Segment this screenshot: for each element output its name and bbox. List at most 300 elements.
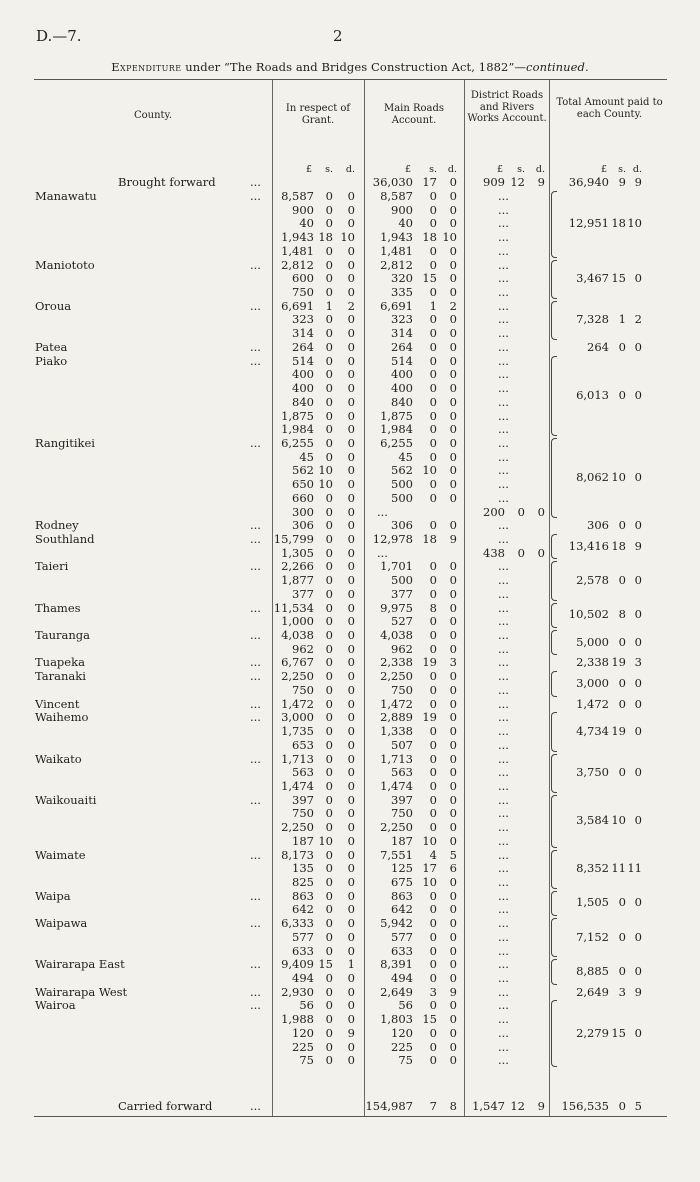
district-roads-amount: 0: [537, 545, 545, 560]
main-roads-amount: 0: [429, 202, 437, 217]
main-roads-amount: 0: [429, 422, 437, 437]
main-roads-amount: 306: [391, 518, 413, 533]
grant-amount: 8,173: [281, 847, 314, 862]
county-total-amount: 1,472: [576, 696, 609, 711]
leader-dots: ...: [498, 998, 509, 1013]
county-name: Vincent: [35, 696, 80, 711]
county-name: Tuapeka: [35, 655, 85, 670]
leader-dots: ...: [498, 298, 509, 313]
main-roads-amount: 0: [449, 586, 457, 601]
county-total-amount: 6,013: [576, 387, 609, 402]
grant-amount: 0: [347, 765, 355, 780]
grant-amount: 1,713: [281, 751, 314, 766]
grant-amount: 0: [325, 820, 333, 835]
main-roads-amount: 0: [429, 998, 437, 1013]
leader-dots: ...: [498, 682, 509, 697]
leader-dots: ...: [498, 902, 509, 917]
main-roads-amount: 642: [391, 902, 413, 917]
grant-amount: 225: [292, 1039, 314, 1054]
grant-amount: 187: [292, 833, 314, 848]
grant-amount: 0: [325, 710, 333, 725]
county-total-amount: 0: [618, 964, 626, 979]
main-roads-amount: 0: [429, 778, 437, 793]
grant-amount: 0: [347, 367, 355, 382]
grant-amount: 0: [347, 929, 355, 944]
leader-dots: ...: [250, 532, 261, 546]
main-roads-amount: 0: [429, 820, 437, 835]
main-roads-amount: 5: [449, 847, 457, 862]
group-brace: [551, 850, 557, 889]
grant-amount: 0: [347, 751, 355, 766]
main-roads-amount: 0: [449, 641, 457, 656]
county-total-amount: 18: [611, 538, 626, 553]
leader-dots: ...: [498, 1053, 509, 1068]
currency-symbol: s.: [618, 164, 626, 175]
county-total-amount: 0: [634, 1025, 642, 1040]
leader-dots: ...: [498, 257, 509, 272]
main-roads-amount: 6,691: [380, 298, 413, 313]
leader-dots: ...: [250, 628, 261, 643]
main-roads-amount: 0: [449, 957, 457, 972]
county-total-amount: 19: [611, 723, 626, 738]
grant-amount: 1,735: [281, 724, 314, 739]
brought-forward-district: 12: [510, 175, 525, 189]
main-roads-amount: 0: [429, 957, 437, 972]
currency-symbol: £: [404, 164, 411, 175]
group-brace: [551, 191, 557, 258]
grant-amount: 900: [292, 202, 314, 217]
main-roads-amount: 0: [449, 339, 457, 354]
main-roads-amount: 0: [449, 600, 457, 615]
leader-dots: ...: [498, 861, 509, 876]
county-total-amount: 1,505: [576, 895, 609, 910]
leader-dots: ...: [498, 312, 509, 327]
main-roads-amount: 0: [429, 490, 437, 505]
main-roads-amount: 0: [429, 1039, 437, 1054]
leader-dots: ...: [377, 545, 388, 560]
county-total-amount: 0: [634, 387, 642, 402]
county-name: Manawatu: [35, 189, 97, 203]
group-brace: [551, 754, 557, 793]
leader-dots: ...: [498, 600, 509, 615]
grant-amount: 0: [325, 943, 333, 958]
leader-dots: ...: [498, 573, 509, 588]
grant-amount: 15,799: [273, 532, 314, 546]
leader-dots: ...: [250, 751, 261, 766]
district-roads-amount: 0: [517, 545, 525, 560]
county-name: Wairarapa East: [35, 957, 125, 972]
leader-dots: ...: [250, 998, 261, 1013]
leader-dots: ...: [498, 1025, 509, 1040]
leader-dots: ...: [498, 655, 509, 670]
grant-amount: 323: [292, 312, 314, 327]
grant-amount: 0: [325, 751, 333, 766]
main-roads-amount: 0: [449, 189, 457, 203]
grant-amount: 1,481: [281, 243, 314, 258]
county-total-amount: 0: [618, 929, 626, 944]
main-roads-amount: 17: [422, 861, 437, 876]
leader-dots: ...: [498, 189, 509, 203]
column-header-grant: In respect of Grant.: [285, 103, 351, 126]
main-roads-amount: 1,701: [380, 559, 413, 574]
leader-dots: ...: [250, 792, 261, 807]
brought-forward-total: 36,940: [568, 175, 609, 189]
grant-amount: 1,984: [281, 422, 314, 437]
carried-forward-district: 9: [537, 1099, 545, 1113]
main-roads-amount: 500: [391, 573, 413, 588]
grant-amount: 0: [325, 724, 333, 739]
county-total-amount: 12,951: [568, 216, 609, 231]
grant-amount: 563: [292, 765, 314, 780]
leader-dots: ...: [498, 381, 509, 396]
grant-amount: 40: [299, 216, 314, 231]
county-total-amount: 8,062: [576, 470, 609, 485]
leader-dots: ...: [250, 518, 261, 533]
main-roads-amount: 0: [449, 573, 457, 588]
county-total-amount: 2,649: [576, 984, 609, 999]
main-roads-amount: 0: [449, 422, 457, 437]
county-name: Waipa: [35, 888, 71, 903]
main-roads-amount: 0: [429, 888, 437, 903]
brought-forward-total: 9: [634, 175, 642, 189]
group-brace: [551, 1000, 557, 1067]
grant-amount: 1,875: [281, 408, 314, 423]
grant-amount: 0: [347, 1039, 355, 1054]
grant-amount: 840: [292, 394, 314, 409]
grant-amount: 0: [325, 353, 333, 368]
county-total-amount: 10: [611, 813, 626, 828]
group-brace: [551, 301, 557, 340]
table-top-rule: [34, 79, 667, 80]
county-total-amount: 0: [618, 339, 626, 354]
grant-amount: 0: [347, 1053, 355, 1068]
main-roads-amount: 0: [429, 518, 437, 533]
grant-amount: 397: [292, 792, 314, 807]
main-roads-amount: 0: [449, 1025, 457, 1040]
grant-amount: 0: [325, 285, 333, 300]
leader-dots: ...: [498, 1039, 509, 1054]
main-roads-amount: 0: [449, 257, 457, 272]
main-roads-amount: 7,551: [380, 847, 413, 862]
table-bottom-rule: [34, 1116, 667, 1117]
leader-dots: ...: [498, 929, 509, 944]
group-brace: [551, 712, 557, 751]
leader-dots: ...: [498, 216, 509, 231]
main-roads-amount: 314: [391, 326, 413, 341]
main-roads-amount: 0: [429, 806, 437, 821]
grant-amount: 0: [325, 271, 333, 286]
main-roads-amount: 0: [429, 285, 437, 300]
county-total-amount: 11: [627, 861, 642, 876]
grant-amount: 377: [292, 586, 314, 601]
leader-dots: ...: [250, 175, 261, 189]
county-total-amount: 5,000: [576, 634, 609, 649]
main-roads-amount: 2,338: [380, 655, 413, 670]
main-roads-amount: 0: [429, 257, 437, 272]
main-roads-amount: 0: [449, 202, 457, 217]
grant-amount: 45: [299, 449, 314, 464]
main-roads-amount: 0: [429, 1025, 437, 1040]
grant-amount: 300: [292, 504, 314, 519]
main-roads-amount: 0: [449, 998, 457, 1013]
grant-amount: 0: [325, 326, 333, 341]
main-roads-amount: 0: [449, 737, 457, 752]
county-total-amount: 0: [634, 765, 642, 780]
county-name: Waikouaiti: [35, 792, 97, 807]
group-brace: [551, 356, 557, 436]
leader-dots: ...: [498, 559, 509, 574]
leader-dots: ...: [498, 641, 509, 656]
main-roads-amount: 264: [391, 339, 413, 354]
main-roads-amount: 225: [391, 1039, 413, 1054]
county-total-amount: 15: [611, 271, 626, 286]
group-brace: [551, 438, 557, 518]
leader-dots: ...: [498, 724, 509, 739]
leader-dots: ...: [498, 943, 509, 958]
main-roads-amount: 2,889: [380, 710, 413, 725]
main-roads-amount: 45: [398, 449, 413, 464]
main-roads-amount: 0: [429, 243, 437, 258]
grant-amount: 0: [325, 367, 333, 382]
grant-amount: 0: [347, 888, 355, 903]
county-total-amount: 306: [587, 518, 609, 533]
grant-amount: 577: [292, 929, 314, 944]
carried-forward-district: 12: [510, 1099, 525, 1113]
main-roads-amount: 0: [429, 1053, 437, 1068]
grant-amount: 0: [325, 559, 333, 574]
main-roads-amount: 187: [391, 833, 413, 848]
main-roads-amount: 4,038: [380, 628, 413, 643]
main-roads-amount: 0: [429, 724, 437, 739]
main-roads-amount: 1,803: [380, 1012, 413, 1027]
main-roads-amount: 0: [449, 971, 457, 986]
grant-amount: 0: [325, 971, 333, 986]
main-roads-amount: 400: [391, 367, 413, 382]
grant-amount: 0: [325, 628, 333, 643]
main-roads-amount: 6,255: [380, 435, 413, 450]
grant-amount: 0: [347, 257, 355, 272]
main-roads-amount: 0: [449, 669, 457, 684]
main-roads-amount: 0: [429, 929, 437, 944]
leader-dots: ...: [498, 490, 509, 505]
county-total-amount: 0: [618, 696, 626, 711]
leader-dots: ...: [498, 696, 509, 711]
main-roads-amount: 0: [429, 737, 437, 752]
leader-dots: ...: [498, 957, 509, 972]
main-roads-amount: 0: [449, 724, 457, 739]
grant-amount: 0: [347, 394, 355, 409]
leader-dots: ...: [498, 394, 509, 409]
currency-symbol: s.: [429, 164, 437, 175]
main-roads-amount: 0: [449, 778, 457, 793]
main-roads-amount: 1: [429, 298, 437, 313]
grant-amount: 0: [347, 243, 355, 258]
leader-dots: ...: [250, 257, 261, 272]
leader-dots: ...: [498, 271, 509, 286]
county-name: Tauranga: [35, 628, 91, 643]
county-total-amount: 1: [618, 312, 626, 327]
main-roads-amount: 0: [429, 628, 437, 643]
grant-amount: 0: [347, 490, 355, 505]
main-roads-amount: 507: [391, 737, 413, 752]
county-total-amount: 0: [618, 765, 626, 780]
grant-amount: 0: [347, 861, 355, 876]
district-roads-amount: 438: [483, 545, 505, 560]
main-roads-amount: 1,875: [380, 408, 413, 423]
grant-amount: 562: [292, 463, 314, 478]
main-roads-amount: 1,713: [380, 751, 413, 766]
column-header-main-roads: Main Roads Account.: [383, 103, 445, 126]
document-reference: D.—7.: [36, 27, 82, 45]
carried-forward-main: 154,987: [365, 1099, 413, 1113]
county-total-amount: 0: [618, 387, 626, 402]
leader-dots: ...: [498, 463, 509, 478]
main-roads-amount: 10: [422, 875, 437, 889]
county-total-amount: 0: [634, 339, 642, 354]
grant-amount: 0: [347, 573, 355, 588]
grant-amount: 0: [347, 984, 355, 999]
main-roads-amount: 0: [449, 243, 457, 258]
county-name: Taieri: [35, 559, 69, 574]
leader-dots: ...: [498, 710, 509, 725]
county-total-amount: 11: [611, 861, 626, 876]
leader-dots: ...: [498, 353, 509, 368]
main-roads-amount: 0: [429, 189, 437, 203]
grant-amount: 0: [325, 435, 333, 450]
brought-forward-district: 909: [483, 175, 505, 189]
main-roads-amount: 75: [398, 1053, 413, 1068]
main-roads-amount: 0: [449, 216, 457, 231]
grant-amount: 1,000: [281, 614, 314, 629]
main-roads-amount: 3: [429, 984, 437, 999]
main-roads-amount: 0: [429, 641, 437, 656]
currency-symbol: £: [305, 164, 312, 175]
column-header-total: Total Amount paid to each County.: [556, 97, 663, 120]
grant-amount: 135: [292, 861, 314, 876]
leader-dots: ...: [498, 202, 509, 217]
grant-amount: 0: [325, 600, 333, 615]
group-brace: [551, 959, 557, 984]
main-roads-amount: 0: [449, 833, 457, 848]
leader-dots: ...: [498, 243, 509, 258]
county-total-amount: 0: [618, 634, 626, 649]
main-roads-amount: 0: [429, 394, 437, 409]
county-total-amount: 0: [634, 634, 642, 649]
grant-amount: 0: [347, 875, 355, 889]
county-name: Wairoa: [35, 998, 76, 1013]
brought-forward-district: 9: [537, 175, 545, 189]
main-roads-amount: 0: [449, 1012, 457, 1027]
grant-amount: 0: [347, 833, 355, 848]
main-roads-amount: 0: [449, 902, 457, 917]
currency-symbol: s.: [517, 164, 525, 175]
carried-forward-total: 5: [634, 1099, 642, 1113]
group-brace: [551, 795, 557, 848]
district-roads-amount: 0: [517, 504, 525, 519]
main-roads-amount: 0: [429, 312, 437, 327]
leader-dots: ...: [250, 435, 261, 450]
main-roads-amount: 0: [429, 916, 437, 931]
grant-amount: 0: [325, 339, 333, 354]
leader-dots: ...: [498, 778, 509, 793]
county-total-amount: 0: [634, 271, 642, 286]
grant-amount: 0: [325, 696, 333, 711]
grant-amount: 0: [347, 326, 355, 341]
grant-amount: 0: [347, 682, 355, 697]
grant-amount: 15: [318, 957, 333, 972]
grant-amount: 0: [325, 669, 333, 684]
county-name: Maniototo: [35, 257, 95, 272]
grant-amount: 0: [325, 518, 333, 533]
main-roads-amount: 2,250: [380, 669, 413, 684]
main-roads-amount: 1,481: [380, 243, 413, 258]
currency-symbol: d.: [447, 164, 457, 175]
leader-dots: ...: [498, 847, 509, 862]
grant-amount: 1,943: [281, 230, 314, 245]
leader-dots: ...: [498, 833, 509, 848]
leader-dots: ...: [250, 957, 261, 972]
main-roads-amount: 2,250: [380, 820, 413, 835]
county-total-amount: 13,416: [568, 538, 609, 553]
main-roads-amount: 0: [449, 271, 457, 286]
leader-dots: ...: [498, 422, 509, 437]
main-roads-amount: 19: [422, 710, 437, 725]
grant-amount: 306: [292, 518, 314, 533]
grant-amount: 0: [347, 847, 355, 862]
main-roads-amount: 633: [391, 943, 413, 958]
grant-amount: 750: [292, 682, 314, 697]
county-total-amount: 0: [634, 964, 642, 979]
grant-amount: 653: [292, 737, 314, 752]
county-total-amount: 2,279: [576, 1025, 609, 1040]
county-name: Southland: [35, 532, 95, 546]
county-name: Oroua: [35, 298, 72, 313]
table-title: [0, 60, 700, 74]
grant-amount: 514: [292, 353, 314, 368]
grant-amount: 0: [325, 765, 333, 780]
column-divider: [549, 80, 550, 1116]
grant-amount: 75: [299, 1053, 314, 1068]
main-roads-amount: 0: [429, 971, 437, 986]
county-name: Wairarapa West: [35, 984, 128, 999]
county-total-amount: 3,584: [576, 813, 609, 828]
main-roads-amount: 320: [391, 271, 413, 286]
main-roads-amount: 0: [429, 449, 437, 464]
currency-symbol: d.: [632, 164, 642, 175]
grant-amount: 0: [325, 929, 333, 944]
grant-amount: 8,587: [281, 189, 314, 203]
main-roads-amount: 0: [449, 628, 457, 643]
leader-dots: ...: [498, 751, 509, 766]
grant-amount: 10: [340, 230, 355, 245]
grant-amount: 120: [292, 1025, 314, 1040]
leader-dots: ...: [498, 408, 509, 423]
grant-amount: 962: [292, 641, 314, 656]
main-roads-amount: 8,587: [380, 189, 413, 203]
leader-dots: ...: [377, 504, 388, 519]
leader-dots: ...: [498, 518, 509, 533]
main-roads-amount: 863: [391, 888, 413, 903]
grant-amount: 0: [325, 189, 333, 203]
leader-dots: ...: [498, 792, 509, 807]
county-total-amount: 2,578: [576, 573, 609, 588]
group-brace: [551, 561, 557, 600]
grant-amount: 0: [325, 1012, 333, 1027]
county-total-amount: 3: [634, 655, 642, 670]
grant-amount: 0: [347, 504, 355, 519]
county-name: Rangitikei: [35, 435, 95, 450]
grant-amount: 0: [347, 271, 355, 286]
